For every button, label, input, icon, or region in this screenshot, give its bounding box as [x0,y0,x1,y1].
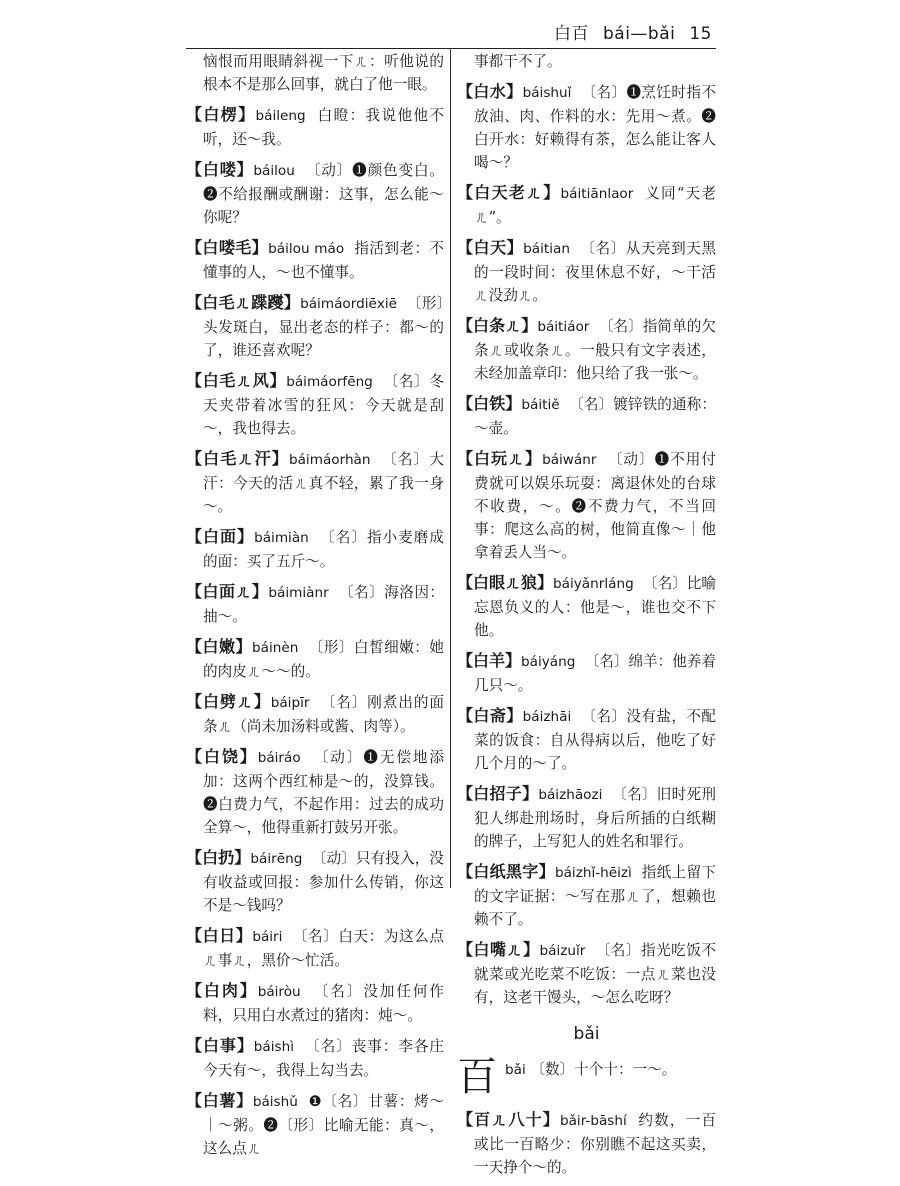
entry-headword: 【白招子】 [457,784,539,803]
big-entry-def: 〔数〕十个十：一～。 [530,1061,677,1078]
left-column [186,50,444,1167]
entry-pinyin: báizhāi [522,709,572,725]
entry-definition: 〔名〕指光吃饭不就菜或光吃菜不吃饭：一点ㄦ菜也没有，这老干馒头，～怎么吃呀？ [474,942,716,1006]
entry-pinyin: báipīr [270,695,310,711]
dictionary-entry [186,690,444,738]
entry-definition: 〔动〕❶不用付费就可以娱乐玩耍：离退休处的台球不收费，～。❷不费力气，不当回事：爬这么高的树，他简直像～｜他拿着丢人当～。 [474,451,716,561]
entry-definition: 〔形〕白皙细嫩：她的肉皮ㄦ～～的。 [203,639,444,680]
entry-pinyin: báimáordiēxiē [300,296,398,312]
dictionary-entry [457,181,716,229]
dictionary-entry [457,938,716,1009]
page-header [186,12,716,49]
entry-pinyin: báileng [255,108,306,124]
entry-definition: 指纸上留下的文字证据：～写在那ㄦ了，想赖也赖不了。 [474,864,716,928]
entry-headword: 【白斋】 [457,706,523,725]
entry-pinyin: báiròu [257,984,301,1000]
entry-headword: 【白毛ㄦ风】 [186,371,287,390]
dictionary-entry [186,369,444,440]
entry-definition: 〔名〕从天亮到天黑的一段时间：夜里休息不好，～干活ㄦ没劲ㄦ。 [474,240,716,304]
entry-continuation [186,50,444,96]
entry-pinyin: báiyǎnrláng [553,576,634,592]
entry-headword: 【白面ㄦ】 [186,582,269,601]
entry-headword: 【白喽毛】 [186,238,269,257]
entry-definition: 〔名〕刚煮出的面条ㄦ（尚未加汤料或酱、肉等）。 [203,694,444,735]
header-chars: 白百 [553,24,589,44]
entry-definition: 〔名〕丧事：李各庄今天有～，我得上勾当去。 [203,1038,444,1079]
header-pinyin: bái—bǎi [602,24,676,44]
entry-pinyin: báishuǐ [522,85,572,101]
entry-headword: 【白嘴ㄦ】 [457,940,540,959]
dictionary-entry [186,103,444,151]
entry-definition: 〔动〕❶颜色变白。❷不给报酬或酬谢：这事，怎么能～你呢？ [203,162,444,226]
section-heading: bǎi [573,1024,600,1044]
entry-definition: 〔动〕❶无偿地添加：这两个西红柿是～的，没算钱。❷白费力气，不起作用：过去的成功全算～，他得重新打鼓另开张。 [203,749,444,836]
entry-definition: 〔动〕只有投入，没有收益或回报：参加什么传销，你这不是～钱吗？ [203,850,444,914]
entry-pinyin: báishì [253,1039,294,1055]
right-column [457,50,716,1186]
dictionary-entry [186,525,444,573]
dictionary-entry [457,236,716,307]
dictionary-entry [457,392,716,440]
entry-pinyin: báilou [253,163,295,179]
big-entry-pinyin: bǎi [505,1062,526,1078]
entry-definition: 事都干不了。 [474,53,562,70]
entry-headword: 【白眼ㄦ狼】 [457,573,554,592]
entry-definition: 〔名〕比喻忘恩负义的人：他是～，谁也交不下他。 [474,575,716,639]
dictionary-entry [186,158,444,229]
big-entry [457,1054,716,1100]
entry-definition: 指活到老：不懂事的人，～也不懂事。 [203,240,444,281]
dictionary-entry [457,1108,716,1179]
entry-pinyin: báimiànr [268,585,329,601]
entry-definition: 〔名〕镀锌铁的通称：～壶。 [474,396,716,437]
entry-definition: 〔名〕海洛因：抽～。 [203,584,444,625]
page-number: 15 [689,24,712,44]
dictionary-entry [457,860,716,931]
dictionary-entry [186,979,444,1027]
entry-definition: 〔名〕绵羊：他养着几只～。 [474,653,717,694]
dictionary-entry [457,704,716,775]
entry-definition: 〔名〕旧时死刑犯人绑赴刑场时，身后所插的白纸糊的牌子，上写犯人的姓名和罪行。 [474,786,716,850]
entry-headword: 【白日】 [186,926,253,945]
entry-definition: 〔名〕白天：为这么点ㄦ事ㄦ，黑价～忙活。 [203,928,444,969]
entry-headword: 【白扔】 [186,848,251,867]
entry-definition: 〔名〕没有盐，不配菜的饭食：自从得病以后，他吃了好几个月的～了。 [474,708,716,772]
entry-headword: 【白楞】 [186,105,256,124]
dictionary-entry [457,447,716,564]
entry-headword: 【白嫩】 [186,637,253,656]
entry-pinyin: báizhāozi [538,787,603,803]
running-head [554,19,712,44]
entry-headword: 【白薯】 [186,1091,253,1110]
entry-pinyin: báirēng [250,851,303,867]
entry-definition: 〔名〕大汗：今天的活ㄦ真不轻，累了我一身～。 [203,451,444,515]
entry-headword: 【白事】 [186,1036,254,1055]
entry-definition: ❶〔名〕甘薯：烤～｜～粥。❷〔形〕比喻无能：真～，这么点ㄦ [203,1093,444,1157]
entry-headword: 【白羊】 [457,651,522,670]
entry-headword: 【白饶】 [186,747,258,766]
entry-headword: 【白毛ㄦ汗】 [186,449,289,468]
entry-pinyin: báimáorhàn [288,452,371,468]
entry-pinyin: bǎir-bāshí [559,1113,627,1129]
entry-pinyin: báimiàn [254,530,309,546]
entry-headword: 【白毛ㄦ蹀躞】 [186,293,301,312]
entry-definition: 〔名〕冬天夹带着冰雪的狂风：今天就是刮～，我也得去。 [203,373,444,437]
entry-definition: 义同“天老ㄦ”。 [474,185,716,226]
column-divider [450,48,451,888]
dictionary-entry [457,571,716,642]
entry-pinyin: báiri [252,929,283,945]
entry-definition: 白瞪：我说他他不听，还～我。 [203,107,444,148]
dictionary-entry [457,649,716,697]
entry-definition: 恼恨而用眼睛斜视一下ㄦ：听他说的根本不是那么回事，就白了他一眼。 [203,53,444,93]
entry-definition: 〔名〕指小麦磨成的面：买了五斤～。 [203,529,444,570]
entry-headword: 【白劈ㄦ】 [186,692,271,711]
dictionary-entry [457,782,716,853]
big-entry-text [505,1054,676,1082]
entry-headword: 【白水】 [457,82,523,101]
entry-pinyin: báiyáng [521,654,576,670]
entry-pinyin: báiráo [257,750,301,766]
entry-definition: 〔名〕没加任何作料，只用白水煮过的猪肉：炖～。 [203,983,444,1024]
entry-headword: 【白条ㄦ】 [457,316,538,335]
entry-headword: 【白面】 [186,527,255,546]
dictionary-entry [186,635,444,683]
entry-pinyin: báishǔ [252,1094,298,1110]
entry-definition: 约数，一百或比一百略少：你别瞧不起这买卖，一天挣个～的。 [474,1112,716,1176]
dictionary-entry [186,236,444,284]
entry-pinyin: báizuǐr [539,943,586,959]
dictionary-entry [186,447,444,518]
entry-headword: 【百ㄦ八十】 [457,1110,560,1129]
dictionary-entry [457,314,716,385]
dictionary-entry [186,1034,444,1082]
entry-definition: 〔名〕指简单的欠条ㄦ或收条ㄦ。一般只有文字表述，未经加盖章印：他只给了我一张～。 [474,318,716,382]
entry-headword: 【白纸黑字】 [457,862,555,881]
dictionary-entry [186,291,444,362]
entry-pinyin: báitiānlaor [560,186,634,202]
entry-headword: 【白天老ㄦ】 [457,183,561,202]
entry-definition: 〔形〕头发斑白，显出老态的样子：都～的了，谁还喜欢呢？ [203,295,444,359]
big-headword: 百 [457,1054,497,1100]
entry-pinyin: báilou máo [268,241,345,257]
entry-pinyin: báimáorfēng [286,374,373,390]
dictionary-entry [186,924,444,972]
entry-continuation [457,50,716,73]
entry-headword: 【白玩ㄦ】 [457,449,543,468]
dictionary-entry [186,745,444,839]
dictionary-entry [186,580,444,628]
entry-pinyin: báitian [523,241,570,257]
entry-headword: 【白铁】 [457,394,522,413]
entry-headword: 【白肉】 [186,981,258,1000]
right-entries [457,50,716,1009]
dictionary-entry [186,1089,444,1160]
entry-pinyin: báinèn [252,640,299,656]
entry-pinyin: báizhǐ-hēizì [554,865,632,881]
dictionary-entry [186,846,444,917]
entry-pinyin: báitiě [521,397,560,413]
dictionary-entry [457,80,716,174]
entry-headword: 【白喽】 [186,160,254,179]
entry-headword: 【白天】 [457,238,524,257]
entry-definition: 〔名〕❶烹饪时指不放油、肉、作料的水：先用～煮。❷白开水：好赖得有茶，怎么能让客人喝～？ [474,84,716,171]
entry-pinyin: báitiáor [537,319,590,335]
entry-pinyin: báiwánr [542,452,597,468]
